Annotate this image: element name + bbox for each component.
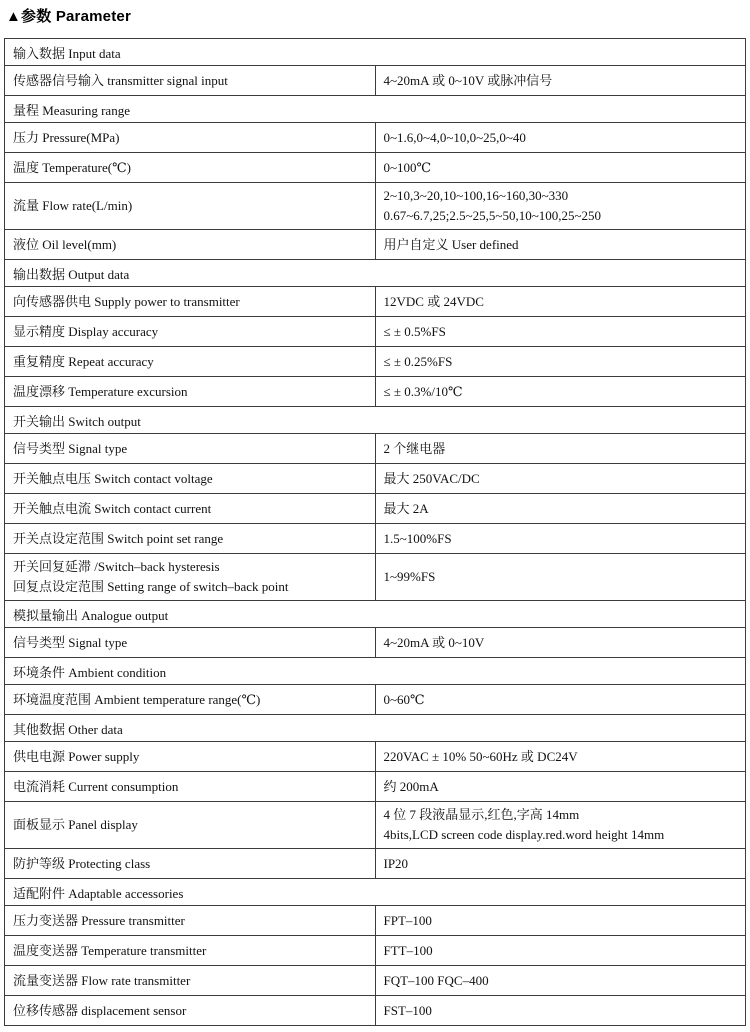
parameter-label: 面板显示 Panel display xyxy=(13,817,138,832)
table-row xyxy=(5,772,746,802)
section-row xyxy=(5,260,746,287)
table-row xyxy=(5,287,746,317)
parameter-table-body xyxy=(5,39,746,1026)
parameter-label: 温度 Temperature(℃) xyxy=(13,159,131,175)
table-row xyxy=(5,183,746,230)
parameter-value: 4bits,LCD screen code display.red.word height 14mm xyxy=(383,827,665,842)
section-row xyxy=(5,601,746,628)
table-row xyxy=(5,966,746,996)
parameter-value-cell xyxy=(375,377,746,407)
parameter-value: FTT–100 xyxy=(383,942,433,958)
section-label: 开关输出 Switch output xyxy=(5,407,746,434)
parameter-label: 开关触点电流 Switch contact current xyxy=(13,500,212,516)
parameter-value-cell xyxy=(375,317,746,347)
parameter-value-cell xyxy=(375,464,746,494)
parameter-value-cell xyxy=(375,66,746,96)
parameter-value-cell xyxy=(375,347,746,377)
parameter-label-cell xyxy=(5,802,376,849)
table-row xyxy=(5,153,746,183)
parameter-value: 最大 2A xyxy=(383,500,429,516)
parameter-value-cell xyxy=(375,524,746,554)
parameter-label-cell xyxy=(5,742,376,772)
parameter-label-cell xyxy=(5,628,376,658)
parameter-value-cell xyxy=(375,685,746,715)
parameter-value: 0~60℃ xyxy=(383,691,425,707)
parameter-value-cell xyxy=(375,849,746,879)
parameter-label: 重复精度 Repeat accuracy xyxy=(13,353,154,369)
parameter-label: 环境温度范围 Ambient temperature range(℃) xyxy=(13,691,261,707)
parameter-value: 用户自定义 User defined xyxy=(383,236,519,252)
table-row xyxy=(5,317,746,347)
parameter-label: 向传感器供电 Supply power to transmitter xyxy=(13,293,240,309)
parameter-value: 4~20mA 或 0~10V 或脉冲信号 xyxy=(383,72,553,88)
parameter-label-cell xyxy=(5,464,376,494)
table-row xyxy=(5,802,746,849)
parameter-value: 4 位 7 段液晶显示,红色,字高 14mm xyxy=(383,807,580,822)
table-row xyxy=(5,524,746,554)
table-row xyxy=(5,494,746,524)
parameter-value-cell xyxy=(375,287,746,317)
parameter-label: 流量变送器 Flow rate transmitter xyxy=(13,972,191,988)
parameter-value-cell xyxy=(375,554,746,601)
parameter-value-cell xyxy=(375,183,746,230)
table-row xyxy=(5,554,746,601)
parameter-label-cell xyxy=(5,996,376,1026)
parameter-label: 位移传感器 displacement sensor xyxy=(13,1002,187,1018)
section-row xyxy=(5,96,746,123)
parameter-label: 开关回复延滞 /Switch–back hysteresis xyxy=(13,559,220,574)
table-row xyxy=(5,377,746,407)
table-row xyxy=(5,685,746,715)
parameter-value: 12VDC 或 24VDC xyxy=(383,293,484,309)
parameter-label: 压力变送器 Pressure transmitter xyxy=(13,912,185,928)
parameter-value: 220VAC ± 10% 50~60Hz 或 DC24V xyxy=(383,748,578,764)
parameter-value: 0.67~6.7,25;2.5~25,5~50,10~100,25~250 xyxy=(383,208,602,223)
parameter-value: FST–100 xyxy=(383,1002,432,1018)
parameter-value-cell xyxy=(375,772,746,802)
parameter-value-cell xyxy=(375,906,746,936)
table-row xyxy=(5,628,746,658)
section-row xyxy=(5,658,746,685)
parameter-label-cell xyxy=(5,377,376,407)
parameter-value-cell xyxy=(375,230,746,260)
parameter-label: 温度漂移 Temperature excursion xyxy=(13,383,188,399)
parameter-value: ≤ ± 0.5%FS xyxy=(383,323,446,339)
parameter-value: IP20 xyxy=(383,855,409,871)
parameter-label: 信号类型 Signal type xyxy=(13,634,128,650)
parameter-label-cell xyxy=(5,347,376,377)
section-label: 模拟量输出 Analogue output xyxy=(5,601,746,628)
parameter-label: 开关触点电压 Switch contact voltage xyxy=(13,470,213,486)
parameter-value-cell xyxy=(375,742,746,772)
parameter-label-cell xyxy=(5,524,376,554)
section-label: 其他数据 Other data xyxy=(5,715,746,742)
parameter-value-cell xyxy=(375,628,746,658)
parameter-value: 0~100℃ xyxy=(383,159,432,175)
parameter-label-cell xyxy=(5,287,376,317)
parameter-label-cell xyxy=(5,966,376,996)
parameter-label-cell xyxy=(5,317,376,347)
parameter-label-cell xyxy=(5,183,376,230)
parameter-label: 传感器信号输入 transmitter signal input xyxy=(13,72,228,88)
parameter-value: 2 个继电器 xyxy=(383,440,446,456)
parameter-label: 开关点设定范围 Switch point set range xyxy=(13,530,224,546)
parameter-value-cell xyxy=(375,996,746,1026)
parameter-label: 电流消耗 Current consumption xyxy=(13,778,179,794)
parameter-label-cell xyxy=(5,434,376,464)
parameter-value-cell xyxy=(375,434,746,464)
parameter-value: ≤ ± 0.25%FS xyxy=(383,353,453,369)
section-label: 适配附件 Adaptable accessories xyxy=(5,879,746,906)
parameter-label-cell xyxy=(5,66,376,96)
table-row xyxy=(5,936,746,966)
table-row xyxy=(5,66,746,96)
parameter-label: 供电电源 Power supply xyxy=(13,748,140,764)
table-row xyxy=(5,434,746,464)
parameter-value-cell xyxy=(375,966,746,996)
parameter-value-cell xyxy=(375,494,746,524)
page-title: ▲参数 Parameter xyxy=(6,8,131,25)
parameter-value-cell xyxy=(375,123,746,153)
parameter-label: 显示精度 Display accuracy xyxy=(13,323,159,339)
parameter-label-cell xyxy=(5,230,376,260)
parameter-label-cell xyxy=(5,906,376,936)
parameter-label: 流量 Flow rate(L/min) xyxy=(13,198,133,213)
parameter-label-cell xyxy=(5,772,376,802)
parameter-label-cell xyxy=(5,936,376,966)
parameter-label: 压力 Pressure(MPa) xyxy=(13,129,120,145)
table-row xyxy=(5,849,746,879)
table-row xyxy=(5,742,746,772)
parameter-value: 2~10,3~20,10~100,16~160,30~330 xyxy=(383,188,569,203)
parameter-value: 约 200mA xyxy=(383,778,439,794)
table-row xyxy=(5,996,746,1026)
parameter-label-cell xyxy=(5,494,376,524)
section-label: 量程 Measuring range xyxy=(5,96,746,123)
parameter-label-cell xyxy=(5,153,376,183)
parameter-value: FPT–100 xyxy=(383,912,432,928)
parameter-label: 液位 Oil level(mm) xyxy=(13,236,117,252)
parameter-label-cell xyxy=(5,849,376,879)
parameter-label: 回复点设定范围 Setting range of switch–back point xyxy=(13,579,289,594)
parameter-label-cell xyxy=(5,123,376,153)
section-label: 输出数据 Output data xyxy=(5,260,746,287)
parameter-label: 温度变送器 Temperature transmitter xyxy=(13,942,207,958)
section-row xyxy=(5,39,746,66)
table-row xyxy=(5,230,746,260)
section-label: 环境条件 Ambient condition xyxy=(5,658,746,685)
table-row xyxy=(5,464,746,494)
section-row xyxy=(5,879,746,906)
table-row xyxy=(5,906,746,936)
parameter-value: 4~20mA 或 0~10V xyxy=(383,634,485,650)
parameter-label-cell xyxy=(5,554,376,601)
parameter-label: 信号类型 Signal type xyxy=(13,440,128,456)
parameter-value: FQT–100 FQC–400 xyxy=(383,972,489,988)
parameter-table xyxy=(4,38,746,1026)
parameter-value: ≤ ± 0.3%/10℃ xyxy=(383,383,463,399)
section-label: 输入数据 Input data xyxy=(5,39,746,66)
table-row xyxy=(5,123,746,153)
section-row xyxy=(5,715,746,742)
parameter-value-cell xyxy=(375,153,746,183)
parameter-value: 0~1.6,0~4,0~10,0~25,0~40 xyxy=(383,129,526,145)
parameter-label-cell xyxy=(5,685,376,715)
parameter-label: 防护等级 Protecting class xyxy=(13,855,151,871)
parameter-value: 1~99%FS xyxy=(383,569,436,584)
parameter-value: 最大 250VAC/DC xyxy=(383,470,480,486)
parameter-value-cell xyxy=(375,936,746,966)
section-row xyxy=(5,407,746,434)
table-row xyxy=(5,347,746,377)
parameter-value-cell xyxy=(375,802,746,849)
parameter-value: 1.5~100%FS xyxy=(383,530,452,546)
